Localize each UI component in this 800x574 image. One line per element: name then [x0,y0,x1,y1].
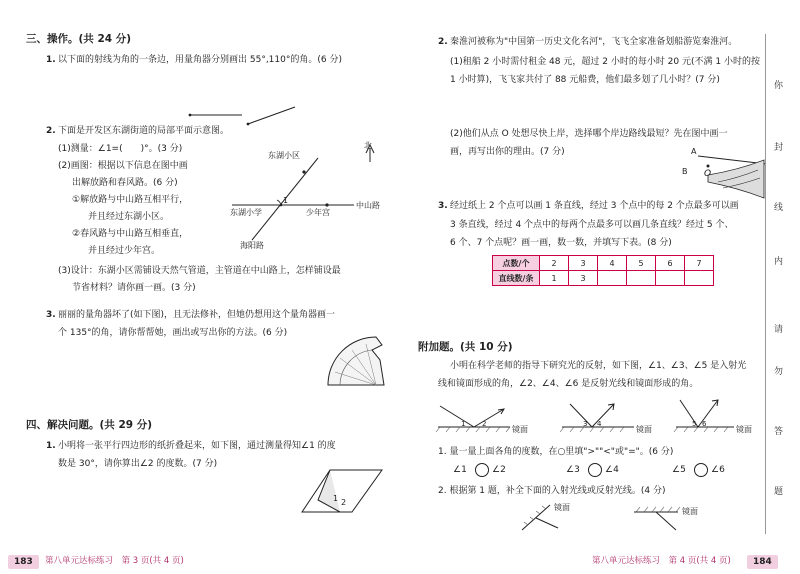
reflection-task-figures [408,0,800,574]
table-cell: 3 [569,271,598,286]
table-cell: 4 [598,256,627,271]
map-haiyang-road: 海阳路 [240,241,264,250]
mirror-label-4: 镜面 [554,503,570,512]
gutter-char: 请 [774,325,784,335]
fig-angle-5: 5 [692,420,697,428]
p3-line3: 6 个、7 个点呢？画一画，数一数，并填写下表。(8 分) [450,238,672,248]
q1-text: 以下面的射线为角的一条边，用量角器分别画出 55°,110°的角。(6 分) [58,55,342,65]
cmp-a3: ∠3 [566,465,580,475]
gutter-char: 线 [774,203,784,213]
mirror-label-5: 镜面 [682,507,698,516]
cmp-a4: ∠4 [605,465,619,475]
extra-line1: 小明在科学老师的指导下研究光的反射，如下图，∠1、∠3、∠5 是入射光 [450,361,747,371]
fig-angle-1: 1 [461,420,466,428]
p2-line2: (1)租船 2 小时需付租金 48 元，超过 2 小时的每小时 20 元(不满 1 小时的按 [450,57,760,67]
q2-part1: (1)测量：∠1=( )°。(3 分) [58,144,183,154]
table-cell: 1 [540,271,569,286]
gutter-char: 题 [774,487,784,497]
mirror-label-1: 镜面 [512,425,528,434]
fig-angle-6: 6 [702,420,707,428]
page-number-right: 184 [747,555,778,569]
footer-right: 第八单元达标练习 第 4 页(共 4 页) [592,556,731,566]
mirror-label-2: 镜面 [636,425,652,434]
p3-number: 3. [438,201,448,211]
page-number-left: 183 [8,555,39,569]
q2-part2c: ①解放路与中山路互相平行， [72,195,189,205]
section-4-title: 四、解决问题。(共 29 分) [26,419,153,431]
mirror-label-3: 镜面 [736,425,752,434]
table-header-lines: 直线数/条 [493,271,540,286]
cmp-a1: ∠1 [453,465,467,475]
fold-angle-1: 1 [333,494,339,503]
footer-left: 第八单元达标练习 第 3 页(共 4 页) [45,556,184,566]
map-north-label: 北 [364,141,372,150]
p1-line1: 小明将一张平行四边形的纸折叠起来，如下图，通过测量得知∠1 的度 [58,441,336,451]
p1-number: 1. [46,441,56,451]
point-A: A [691,147,697,156]
table-cell: 3 [569,256,598,271]
cmp-a5: ∠5 [672,465,686,475]
q2-part2d: 并且经过东湖小区。 [88,212,170,222]
q1-number: 1. [46,55,56,65]
gutter-char: 内 [774,257,784,267]
q2-part3a: (3)设计：东湖小区需铺设天然气管道，主管道在中山路上，怎样铺设最 [58,266,341,276]
binding-gutter [765,34,792,534]
map-youth-palace: 少年宫 [306,208,330,217]
p1-line2: 数是 30°，请你算出∠2 的度数。(7 分) [58,459,218,469]
q2-part2b: 出解放路和春风路。(6 分) [72,178,178,188]
p3-line1: 经过纸上 2 个点可以画 1 条直线，经过 3 个点中的每 2 个点最多可以画 [450,201,739,211]
table-cell: 5 [627,256,656,271]
extra-q2: 2. 根据第 1 题，补全下面的入射光线或反射光线。(4 分) [438,486,666,496]
extra-section-title: 附加题。(共 10 分) [418,341,513,353]
table-header-points: 点数/个 [493,256,540,271]
map-angle-1: 1 [283,196,289,205]
p2-line1: 秦淮河被称为"中国第一历史文化名河"，飞飞全家准备划船游览秦淮河。 [450,37,738,47]
table-cell: 6 [656,256,685,271]
fold-angle-2: 2 [341,498,347,507]
cmp-a6: ∠6 [711,465,725,475]
point-B: B [682,167,688,176]
gutter-char: 答 [774,427,784,437]
q3-number: 3. [46,310,56,320]
gutter-char: 封 [774,143,784,153]
map-donghu-school: 东湖小学 [230,208,262,217]
fig-angle-2: 2 [482,420,487,428]
fig-angle-3: 3 [583,420,588,428]
map-zhongshan-road: 中山路 [356,201,380,210]
map-donghu-community: 东湖小区 [268,151,300,160]
extra-line2: 线和镜面形成的角，∠2、∠4、∠6 是反射光线和镜面形成的角。 [438,379,699,389]
extra-q1: 1. 量一量上面各角的度数，在○里填">""<"或"="。(6 分) [438,447,674,457]
gutter-char: 你 [774,81,784,91]
p2-line3: 1 小时算)，飞飞家共付了 88 元船费，他们最多划了几小时？(7 分) [450,75,720,85]
point-O: O [704,169,712,179]
right-page [408,0,800,574]
cmp-a2: ∠2 [492,465,506,475]
section-3-title: 三、操作。(共 24 分) [26,33,132,45]
q2-part3b: 节省材料？请你画一画。(3 分) [72,283,196,293]
q2-text: 下面是开发区东湖街道的局部平面示意图。 [58,126,230,136]
p3-line2: 3 条直线，经过 4 个点中的每两个点最多可以画几条直线？经过 5 个、 [450,220,734,230]
q2-number: 2. [46,126,56,136]
gutter-char: 勿 [774,367,784,377]
q3-line2: 个 135°的角，请你帮帮她，画出或写出你的方法。(6 分) [58,328,288,338]
q2-part2a: (2)画图：根据以下信息在图中画 [58,161,188,171]
q2-part2e: ②春风路与中山路互相垂直， [72,229,189,239]
p2-line5: 画，再写出你的理由。(7 分) [450,147,565,157]
q3-line1: 丽丽的量角器坏了(如下图)，且无法修补，但她仍想用这个量角器画一 [58,310,336,320]
p2-number: 2. [438,37,448,47]
table-cell: 7 [685,256,714,271]
p2-line4: (2)他们从点 O 处想尽快上岸，选择哪个岸边路线最短？先在图中画一 [450,129,728,139]
fig-angle-4: 4 [597,420,602,428]
table-cell: 2 [540,256,569,271]
q2-part2f: 并且经过少年宫。 [88,246,161,256]
